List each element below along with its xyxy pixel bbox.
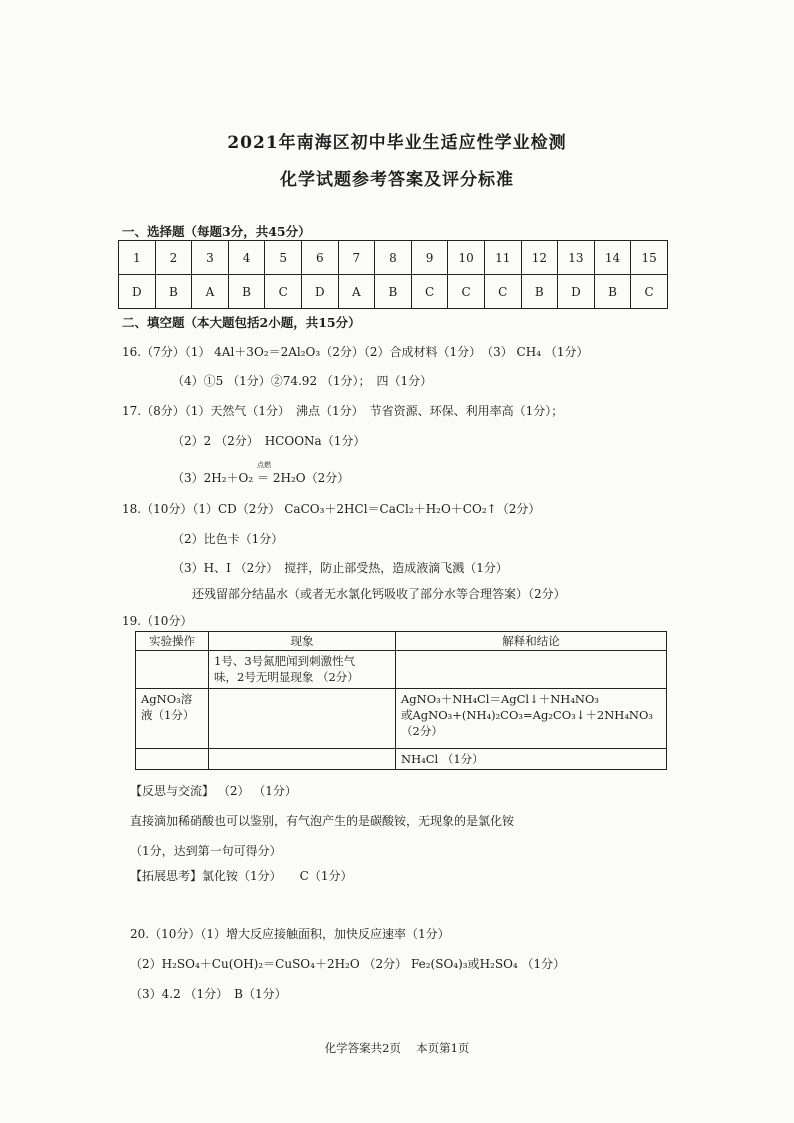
answer-value: D bbox=[119, 275, 156, 309]
row2-conclusion-line3: （2分） bbox=[401, 724, 443, 738]
reaction-condition: 点燃 bbox=[257, 461, 272, 469]
row3-conclusion: NH₄Cl （1分） bbox=[396, 749, 667, 770]
q18-line-2: （2）比色卡（1分） bbox=[172, 532, 284, 546]
answer-number: 6 bbox=[301, 241, 338, 275]
answer-number: 4 bbox=[228, 241, 265, 275]
q17-line-1: 17.（8分）（1）天然气（1分） 沸点（1分） 节省资源、环保、利用率高（1分）； bbox=[122, 404, 564, 418]
answer-number: 12 bbox=[521, 241, 558, 275]
answer-number: 7 bbox=[338, 241, 375, 275]
experiment-row-3 bbox=[136, 749, 667, 770]
q20-line-3: （3）4.2 （1分） B（1分） bbox=[130, 987, 287, 1001]
q19-extend: 【拓展思考】氯化铵（1分） C（1分） bbox=[130, 869, 353, 883]
q16-line-1: 16.（7分）（1） 4Al＋3O₂＝2Al₂O₃（2分）（2）合成材料（1分） （3） CH₄ （1分） bbox=[122, 345, 589, 359]
answer-number: 8 bbox=[375, 241, 412, 275]
experiment-row-1 bbox=[136, 651, 667, 689]
reaction-arrow bbox=[257, 461, 272, 486]
section-choice-heading: 一、选择题（每题3分，共45分） bbox=[122, 224, 311, 239]
q16-line-2: （4）①5 （1分）②74.92 （1分）； 四（1分） bbox=[172, 374, 433, 388]
experiment-table bbox=[135, 631, 667, 770]
row1-operation bbox=[136, 651, 209, 689]
q17-equation-right: 2H₂O（2分） bbox=[269, 471, 350, 485]
answer-number: 3 bbox=[192, 241, 229, 275]
row2-phenomenon bbox=[209, 689, 396, 749]
page-subtitle: 化学试题参考答案及评分标准 bbox=[280, 170, 514, 190]
row2-conclusion-line1: AgNO₃＋NH₄Cl＝AgCl↓＋NH₄NO₃ bbox=[401, 692, 600, 706]
row1-phenomenon-line1: 1号、3号氮肥闻到刺激性气 bbox=[214, 654, 356, 668]
answer-value: B bbox=[155, 275, 192, 309]
answer-table bbox=[118, 240, 668, 309]
experiment-header-row bbox=[136, 632, 667, 651]
answer-number: 10 bbox=[448, 241, 485, 275]
answer-value: B bbox=[594, 275, 631, 309]
answer-value: D bbox=[558, 275, 595, 309]
answer-number: 14 bbox=[594, 241, 631, 275]
q17-line-3 bbox=[172, 461, 350, 486]
q17-line-2: （2）2 （2分） HCOONa（1分） bbox=[172, 434, 366, 448]
answer-value: A bbox=[338, 275, 375, 309]
header-phenomenon: 现象 bbox=[209, 632, 396, 651]
q18-line-1: 18.（10分）（1）CD（2分） CaCO₃＋2HCl＝CaCl₂＋H₂O＋CO₂↑（2分） bbox=[122, 502, 541, 516]
q18-line-4: 还残留部分结晶水（或者无水氯化钙吸收了部分水等合理答案）（2分） bbox=[192, 587, 566, 601]
header-conclusion: 解释和结论 bbox=[396, 632, 667, 651]
answer-value: C bbox=[411, 275, 448, 309]
answer-value: C bbox=[448, 275, 485, 309]
page-footer: 化学答案共2页 本页第1页 bbox=[324, 1041, 470, 1055]
answer-value: C bbox=[631, 275, 668, 309]
answer-number: 13 bbox=[558, 241, 595, 275]
row3-operation bbox=[136, 749, 209, 770]
row2-operation-line1: AgNO₃溶 bbox=[141, 692, 193, 706]
experiment-row-2 bbox=[136, 689, 667, 749]
q20-line-1: 20.（10分）（1）增大反应接触面积，加快反应速率（1分） bbox=[130, 927, 450, 941]
answer-value: B bbox=[375, 275, 412, 309]
row1-conclusion bbox=[396, 651, 667, 689]
answer-value: D bbox=[301, 275, 338, 309]
row1-phenomenon bbox=[209, 651, 396, 689]
q20-line-2: （2）H₂SO₄＋Cu(OH)₂＝CuSO₄＋2H₂O （2分） Fe₂(SO₄)₃或H₂SO₄ （1分） bbox=[130, 957, 566, 971]
answer-number: 11 bbox=[484, 241, 521, 275]
answer-number: 9 bbox=[411, 241, 448, 275]
answer-value: A bbox=[192, 275, 229, 309]
answer-number-row bbox=[119, 241, 668, 275]
section-fill-heading: 二、填空题（本大题包括2小题，共15分） bbox=[122, 315, 361, 330]
equals-bar-icon: ＝ bbox=[257, 471, 270, 485]
q19-reflect-text: 直接滴加稀硝酸也可以鉴别，有气泡产生的是碳酸铵，无现象的是氯化铵 bbox=[130, 814, 515, 828]
answer-value: B bbox=[521, 275, 558, 309]
answer-value: C bbox=[265, 275, 302, 309]
answer-number: 5 bbox=[265, 241, 302, 275]
row1-phenomenon-line2: 味，2号无明显现象 （2分） bbox=[214, 670, 359, 684]
q19-reflect-note: （1分，达到第一句可得分） bbox=[130, 844, 282, 858]
row2-operation-line2: 液（1分） bbox=[141, 708, 195, 722]
q17-equation-left: （3）2H₂＋O₂ bbox=[172, 471, 258, 485]
q19-heading: 19.（10分） bbox=[122, 614, 193, 628]
answer-number: 15 bbox=[631, 241, 668, 275]
row2-conclusion bbox=[396, 689, 667, 749]
answer-number: 2 bbox=[155, 241, 192, 275]
q18-line-3: （3）H、I （2分） 搅拌，防止部受热，造成液滴飞溅（1分） bbox=[172, 561, 508, 575]
page-title: 2021年南海区初中毕业生适应性学业检测 bbox=[227, 133, 567, 153]
header-operation: 实验操作 bbox=[136, 632, 209, 651]
answer-value: B bbox=[228, 275, 265, 309]
answer-value: C bbox=[484, 275, 521, 309]
answer-value-row bbox=[119, 275, 668, 309]
answer-number: 1 bbox=[119, 241, 156, 275]
q19-reflect-heading: 【反思与交流】 （2） （1分） bbox=[130, 784, 297, 798]
row2-conclusion-line2: 或AgNO₃+(NH₄)₂CO₃=Ag₂CO₃↓＋2NH₄NO₃ bbox=[401, 708, 654, 722]
row2-operation bbox=[136, 689, 209, 749]
row3-phenomenon bbox=[209, 749, 396, 770]
